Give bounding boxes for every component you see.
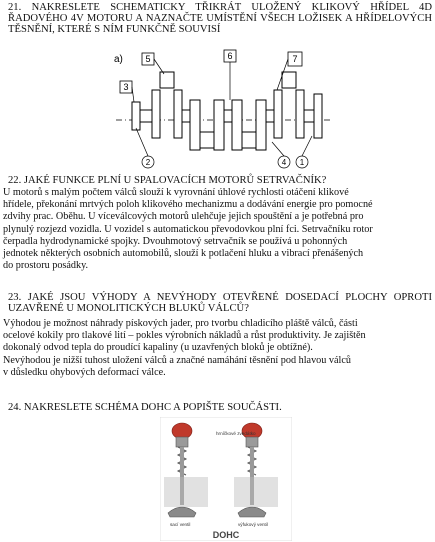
answer-22-line: jednotek některých osobních automobilů, slouží k potlačení hluku a vibrací přenášených <box>3 248 364 260</box>
dohc-diagram <box>160 417 292 541</box>
tappet-label: hrníčkové zvedátko <box>216 431 256 436</box>
question-22 <box>8 175 432 186</box>
callout-7: 7 <box>292 54 298 64</box>
answer-22-line: do prostoru posádky. <box>3 260 89 272</box>
answer-23-line: ocelové kokily pro tlakové lití – pokles výrobních nákladů a růst produktivity. Je zajištěn <box>3 330 366 342</box>
answer-23-line: Výhodou je možnost náhrady pískových jader, pro tvorbu chladicího pláště válců, části <box>3 318 358 329</box>
question-23-title: JAKÉ JSOU VÝHODY A NEVÝHODY OTEVŘENÉ DOSEDACÍ PLOCHY OPROTI UZAVŘENÉ U MONOLITICKÝCH BLUKŮ VÁLCŮ? <box>8 292 432 315</box>
question-24-title: NAKRESLETE SCHÉMA DOHC A POPIŠTE SOUČÁSTI. <box>23 402 282 413</box>
callout-5: 5 <box>145 54 151 64</box>
question-22-number: 22. <box>8 175 22 186</box>
callout-1: 1 <box>299 158 305 167</box>
answer-23-line: dokonalý odvod tepla do proudící kapaliny (u uzavřených bloků je obtížné). <box>3 342 313 354</box>
crankshaft-diagram <box>112 44 336 172</box>
intake-valve-label: sací ventil <box>170 522 191 527</box>
question-23 <box>8 292 432 314</box>
answer-23-line: v důsledku ohybových deformací válce. <box>3 366 166 378</box>
question-21-number: 21. <box>8 2 22 13</box>
dohc-caption: DOHC <box>212 530 240 540</box>
answer-23 <box>3 318 431 379</box>
callout-6: 6 <box>227 51 233 61</box>
question-21-text: NAKRESLETE SCHEMATICKY TŘIKRÁT ULOŽENÝ KLIKOVÝ HŘÍDEL 4D ŘADOVÉHO 4V MOTORU A NAZNAČTE UMÍSTĚNÍ VŠECH LOŽISEK A HŘÍDELOVÝCH TĚSNĚNÍ, KTERÉ S NÍM FUNKČNĚ SOUVISÍ <box>8 2 432 36</box>
callout-4: 4 <box>281 158 287 167</box>
callout-3: 3 <box>123 82 129 92</box>
question-23-number: 23. <box>8 292 22 303</box>
question-24-number: 24. <box>8 402 22 413</box>
answer-22-line: U motorů s malým počtem válců slouží k vyrovnání úhlové rychlosti otáčení klikové <box>3 187 349 198</box>
callout-2: 2 <box>145 158 151 167</box>
answer-22-line: čerpadla hydrodynamické spojky. Dvouhmotový setrvačník se používá u pohonných <box>3 235 348 247</box>
figure-label-a: a) <box>114 54 123 65</box>
exhaust-valve-label: výfukový ventil <box>238 522 268 527</box>
question-22-title: JAKÉ FUNKCE PLNÍ U SPALOVACÍCH MOTORŮ SETRVAČNÍK? <box>23 175 327 186</box>
answer-22-line: plynulý rozjezd vozidla. U vozidel s automatickou převodovkou plní fci. Setrvačníku rotor <box>3 223 373 235</box>
answer-22 <box>3 187 431 272</box>
answer-22-line: zdvihy prac. Oběhu. U víceválcových motorů ulehčuje jejich spouštění a je potřebná pro <box>3 211 364 223</box>
question-24 <box>8 402 432 413</box>
answer-23-line: Nevýhodou je nižší tuhost uložení válců a značné namáhání těsnění pod hlavou válců <box>3 354 351 366</box>
question-21 <box>8 2 432 36</box>
answer-22-line: hřídele, překonání mrtvých poloh klikového mechanizmu a dodávání energie pro pomocné <box>3 199 373 211</box>
